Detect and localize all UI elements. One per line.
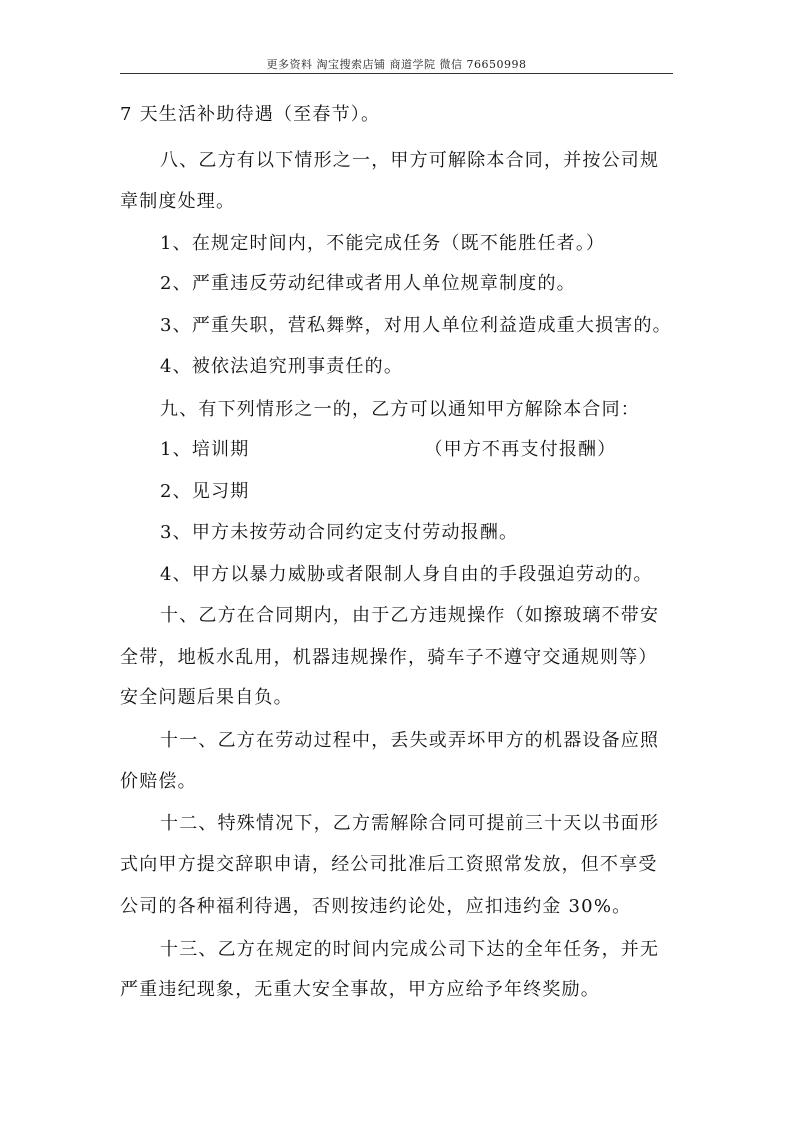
clause-11-heading: 十一、乙方在劳动过程中，丢失或弄坏甲方的机器设备应照 xyxy=(160,730,660,751)
clause-8-heading: 八、乙方有以下情形之一，甲方可解除本合同，并按公司规 xyxy=(160,150,660,171)
clause-12-heading: 十二、特殊情况下，乙方需解除合同可提前三十天以书面形 xyxy=(160,813,660,834)
text-line: 安全问题后果自负。 xyxy=(120,687,293,708)
clause-9-heading: 九、有下列情形之一的，乙方可以通知甲方解除本合同： xyxy=(160,399,640,420)
list-item: 2、见习期 xyxy=(160,481,250,502)
text-line: 严重违纪现象，无重大安全事故，甲方应给予年终奖励。 xyxy=(120,979,600,1000)
text-line: 章制度处理。 xyxy=(120,191,236,212)
text-line: 公司的各种福利待遇，否则按违约论处，应扣违约金 30%。 xyxy=(120,896,632,917)
list-item: 2、严重违反劳动纪律或者用人单位规章制度的。 xyxy=(160,273,576,294)
training-period-note: （甲方不再支付报酬） xyxy=(424,439,617,460)
list-item: 3、甲方未按劳动合同约定支付劳动报酬。 xyxy=(160,522,519,543)
list-item: 3、严重失职，营私舞弊，对用人单位利益造成重大损害的。 xyxy=(160,315,672,336)
list-item xyxy=(160,438,720,462)
training-period-label: 1、培训期 xyxy=(160,439,250,460)
clause-10-heading: 十、乙方在合同期内，由于乙方违规操作（如擦玻璃不带安 xyxy=(160,605,660,626)
list-item: 4、被依法追究刑事责任的。 xyxy=(160,356,404,377)
text-line: 全带，地板水乱用，机器违规操作，骑车子不遵守交通规则等） xyxy=(120,647,658,668)
list-item: 1、在规定时间内，不能完成任务（既不能胜任者。） xyxy=(160,233,606,254)
list-item: 4、甲方以暴力威胁或者限制人身自由的手段强迫劳动的。 xyxy=(160,564,653,585)
text-line: 7 天生活补助待遇（至春节）。 xyxy=(120,104,381,125)
clause-13-heading: 十三、乙方在规定的时间内完成公司下达的全年任务，并无 xyxy=(160,939,660,960)
header-divider xyxy=(120,73,673,74)
text-line: 价赔偿。 xyxy=(120,771,197,792)
text-line: 式向甲方提交辞职申请，经公司批准后工资照常发放，但不享受 xyxy=(120,854,658,875)
header-text: 更多资料 淘宝搜索店铺 商道学院 微信 76650998 xyxy=(266,58,527,71)
